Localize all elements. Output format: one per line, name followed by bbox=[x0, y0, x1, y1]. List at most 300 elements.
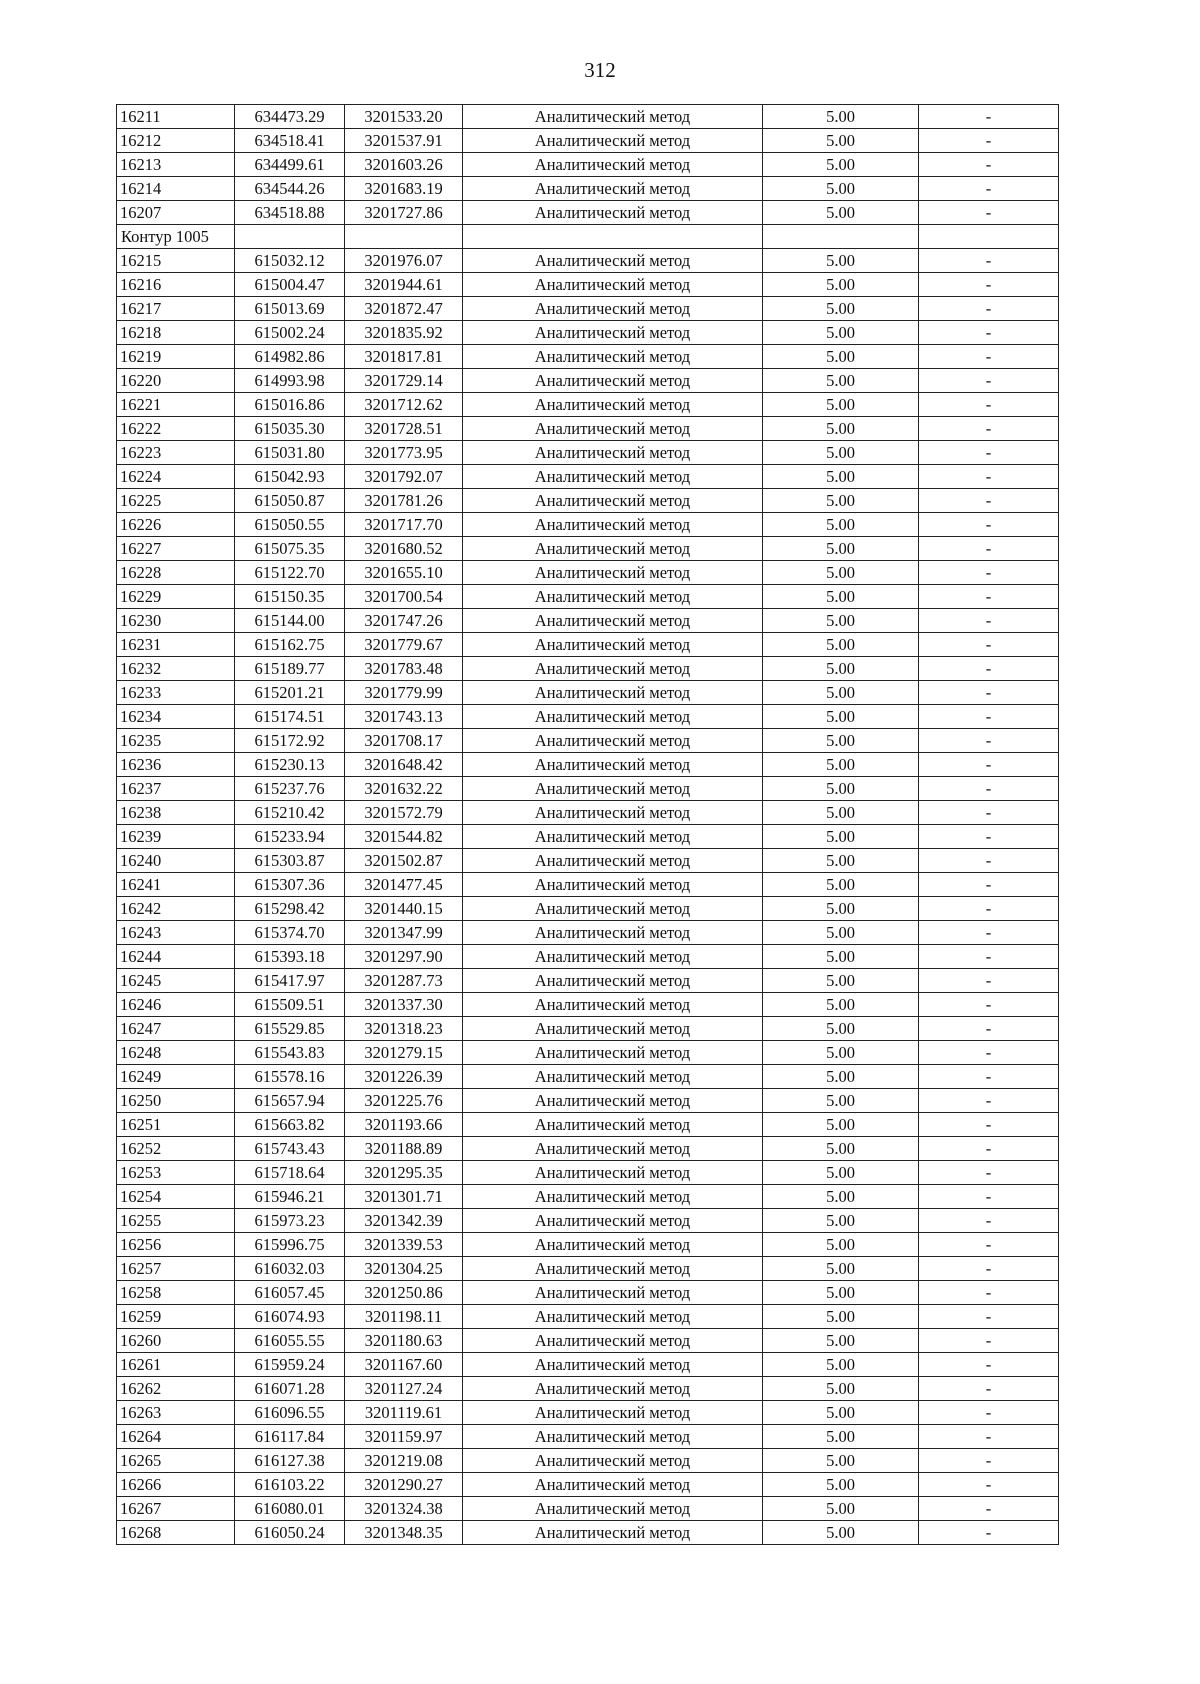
y-coordinate-cell: 3201872.47 bbox=[345, 297, 463, 321]
x-coordinate-cell: 615307.36 bbox=[235, 873, 345, 897]
point-number-cell: 16211 bbox=[117, 105, 235, 129]
accuracy-cell: 5.00 bbox=[763, 1329, 919, 1353]
table-row bbox=[117, 369, 1059, 393]
method-cell: Аналитический метод bbox=[463, 849, 763, 873]
x-coordinate-cell: 615144.00 bbox=[235, 609, 345, 633]
point-number-cell: 16242 bbox=[117, 897, 235, 921]
x-coordinate-cell: 615393.18 bbox=[235, 945, 345, 969]
table-row bbox=[117, 1041, 1059, 1065]
table-row bbox=[117, 1329, 1059, 1353]
y-coordinate-cell: 3201792.07 bbox=[345, 465, 463, 489]
accuracy-cell: 5.00 bbox=[763, 177, 919, 201]
table-row bbox=[117, 513, 1059, 537]
y-coordinate-cell: 3201727.86 bbox=[345, 201, 463, 225]
description-cell: - bbox=[919, 1257, 1059, 1281]
accuracy-cell: 5.00 bbox=[763, 1449, 919, 1473]
description-cell: - bbox=[919, 1281, 1059, 1305]
accuracy-cell: 5.00 bbox=[763, 321, 919, 345]
point-number-cell: 16260 bbox=[117, 1329, 235, 1353]
point-number-cell: 16263 bbox=[117, 1401, 235, 1425]
description-cell: - bbox=[919, 201, 1059, 225]
description-cell: - bbox=[919, 1497, 1059, 1521]
method-cell: Аналитический метод bbox=[463, 129, 763, 153]
accuracy-cell: 5.00 bbox=[763, 489, 919, 513]
x-coordinate-cell: 615417.97 bbox=[235, 969, 345, 993]
method-cell: Аналитический метод bbox=[463, 1017, 763, 1041]
point-number-cell: 16213 bbox=[117, 153, 235, 177]
y-coordinate-cell: 3201337.30 bbox=[345, 993, 463, 1017]
point-number-cell: 16216 bbox=[117, 273, 235, 297]
point-number-cell: 16262 bbox=[117, 1377, 235, 1401]
description-cell: - bbox=[919, 1065, 1059, 1089]
y-coordinate-cell: 3201347.99 bbox=[345, 921, 463, 945]
y-coordinate-cell: 3201198.11 bbox=[345, 1305, 463, 1329]
table-row bbox=[117, 417, 1059, 441]
coordinates-table bbox=[116, 104, 1059, 1545]
method-cell: Аналитический метод bbox=[463, 993, 763, 1017]
description-cell: - bbox=[919, 633, 1059, 657]
description-cell: - bbox=[919, 489, 1059, 513]
y-coordinate-cell: 3201779.99 bbox=[345, 681, 463, 705]
method-cell: Аналитический метод bbox=[463, 681, 763, 705]
y-coordinate-cell: 3201297.90 bbox=[345, 945, 463, 969]
point-number-cell: 16258 bbox=[117, 1281, 235, 1305]
y-coordinate-cell: 3201295.35 bbox=[345, 1161, 463, 1185]
x-coordinate-cell: 615233.94 bbox=[235, 825, 345, 849]
table-row bbox=[117, 1161, 1059, 1185]
point-number-cell: 16249 bbox=[117, 1065, 235, 1089]
point-number-cell: 16214 bbox=[117, 177, 235, 201]
method-cell: Аналитический метод bbox=[463, 105, 763, 129]
method-cell: Аналитический метод bbox=[463, 1185, 763, 1209]
description-cell: - bbox=[919, 1353, 1059, 1377]
table-row bbox=[117, 153, 1059, 177]
description-cell: - bbox=[919, 1113, 1059, 1137]
point-number-cell: 16235 bbox=[117, 729, 235, 753]
x-coordinate-cell: 615718.64 bbox=[235, 1161, 345, 1185]
method-cell: Аналитический метод bbox=[463, 657, 763, 681]
accuracy-cell: 5.00 bbox=[763, 1137, 919, 1161]
table-row bbox=[117, 321, 1059, 345]
point-number-cell: 16259 bbox=[117, 1305, 235, 1329]
table-row bbox=[117, 1305, 1059, 1329]
description-cell: - bbox=[919, 1401, 1059, 1425]
y-coordinate-cell: 3201119.61 bbox=[345, 1401, 463, 1425]
table-row bbox=[117, 129, 1059, 153]
accuracy-cell: 5.00 bbox=[763, 1353, 919, 1377]
accuracy-cell: 5.00 bbox=[763, 777, 919, 801]
point-number-cell: 16237 bbox=[117, 777, 235, 801]
y-coordinate-cell: 3201544.82 bbox=[345, 825, 463, 849]
y-coordinate-cell: 3201502.87 bbox=[345, 849, 463, 873]
description-cell: - bbox=[919, 705, 1059, 729]
accuracy-cell: 5.00 bbox=[763, 633, 919, 657]
description-cell: - bbox=[919, 801, 1059, 825]
accuracy-cell: 5.00 bbox=[763, 801, 919, 825]
description-cell: - bbox=[919, 1377, 1059, 1401]
table-row bbox=[117, 993, 1059, 1017]
accuracy-cell: 5.00 bbox=[763, 297, 919, 321]
accuracy-cell: 5.00 bbox=[763, 129, 919, 153]
y-coordinate-cell: 3201717.70 bbox=[345, 513, 463, 537]
x-coordinate-cell: 615210.42 bbox=[235, 801, 345, 825]
method-cell: Аналитический метод bbox=[463, 921, 763, 945]
table-row bbox=[117, 825, 1059, 849]
accuracy-cell: 5.00 bbox=[763, 1161, 919, 1185]
x-coordinate-cell: 615050.87 bbox=[235, 489, 345, 513]
method-cell: Аналитический метод bbox=[463, 1065, 763, 1089]
point-number-cell: 16250 bbox=[117, 1089, 235, 1113]
method-cell: Аналитический метод bbox=[463, 1089, 763, 1113]
table-row bbox=[117, 1089, 1059, 1113]
method-cell: Аналитический метод bbox=[463, 1401, 763, 1425]
y-coordinate-cell: 3201225.76 bbox=[345, 1089, 463, 1113]
x-coordinate-cell: 615050.55 bbox=[235, 513, 345, 537]
accuracy-cell: 5.00 bbox=[763, 1041, 919, 1065]
x-coordinate-cell: 634518.88 bbox=[235, 201, 345, 225]
y-coordinate-cell: 3201747.26 bbox=[345, 609, 463, 633]
table-row bbox=[117, 585, 1059, 609]
method-cell: Аналитический метод bbox=[463, 1161, 763, 1185]
x-coordinate-cell: 615230.13 bbox=[235, 753, 345, 777]
x-coordinate-cell: 616117.84 bbox=[235, 1425, 345, 1449]
point-number-cell: 16233 bbox=[117, 681, 235, 705]
point-number-cell: 16246 bbox=[117, 993, 235, 1017]
table-row bbox=[117, 1137, 1059, 1161]
description-cell: - bbox=[919, 969, 1059, 993]
y-coordinate-cell: 3201728.51 bbox=[345, 417, 463, 441]
y-coordinate-cell: 3201743.13 bbox=[345, 705, 463, 729]
method-cell: Аналитический метод bbox=[463, 1449, 763, 1473]
accuracy-cell: 5.00 bbox=[763, 1257, 919, 1281]
x-coordinate-cell: 615298.42 bbox=[235, 897, 345, 921]
y-coordinate-cell: 3201835.92 bbox=[345, 321, 463, 345]
accuracy-cell: 5.00 bbox=[763, 993, 919, 1017]
accuracy-cell: 5.00 bbox=[763, 105, 919, 129]
x-coordinate-cell: 634544.26 bbox=[235, 177, 345, 201]
method-cell: Аналитический метод bbox=[463, 297, 763, 321]
point-number-cell: 16248 bbox=[117, 1041, 235, 1065]
point-number-cell: 16228 bbox=[117, 561, 235, 585]
x-coordinate-cell: 615035.30 bbox=[235, 417, 345, 441]
x-coordinate-cell: 616103.22 bbox=[235, 1473, 345, 1497]
description-cell: - bbox=[919, 273, 1059, 297]
point-number-cell: 16238 bbox=[117, 801, 235, 825]
y-coordinate-cell: 3201477.45 bbox=[345, 873, 463, 897]
table-row bbox=[117, 201, 1059, 225]
table-row bbox=[117, 753, 1059, 777]
x-coordinate-cell: 615150.35 bbox=[235, 585, 345, 609]
point-number-cell: 16232 bbox=[117, 657, 235, 681]
accuracy-cell: 5.00 bbox=[763, 873, 919, 897]
method-cell: Аналитический метод bbox=[463, 393, 763, 417]
table-row bbox=[117, 873, 1059, 897]
description-cell: - bbox=[919, 1521, 1059, 1545]
accuracy-cell: 5.00 bbox=[763, 513, 919, 537]
point-number-cell: 16245 bbox=[117, 969, 235, 993]
page-number: 312 bbox=[584, 58, 616, 82]
table-row bbox=[117, 849, 1059, 873]
description-cell: - bbox=[919, 1089, 1059, 1113]
point-number-cell: 16231 bbox=[117, 633, 235, 657]
table-row bbox=[117, 945, 1059, 969]
accuracy-cell: 5.00 bbox=[763, 585, 919, 609]
point-number-cell: 16239 bbox=[117, 825, 235, 849]
x-coordinate-cell: 615509.51 bbox=[235, 993, 345, 1017]
x-coordinate-cell: 615946.21 bbox=[235, 1185, 345, 1209]
x-coordinate-cell: 615174.51 bbox=[235, 705, 345, 729]
accuracy-cell: 5.00 bbox=[763, 1521, 919, 1545]
y-coordinate-cell: 3201342.39 bbox=[345, 1209, 463, 1233]
x-coordinate-cell: 616074.93 bbox=[235, 1305, 345, 1329]
method-cell: Аналитический метод bbox=[463, 1473, 763, 1497]
point-number-cell: 16265 bbox=[117, 1449, 235, 1473]
table-row bbox=[117, 921, 1059, 945]
point-number-cell: 16243 bbox=[117, 921, 235, 945]
method-cell: Аналитический метод bbox=[463, 825, 763, 849]
y-coordinate-cell: 3201683.19 bbox=[345, 177, 463, 201]
method-cell: Аналитический метод bbox=[463, 729, 763, 753]
description-cell: - bbox=[919, 345, 1059, 369]
table-row bbox=[117, 345, 1059, 369]
x-coordinate-cell: 615578.16 bbox=[235, 1065, 345, 1089]
accuracy-cell: 5.00 bbox=[763, 705, 919, 729]
y-coordinate-cell: 3201572.79 bbox=[345, 801, 463, 825]
y-coordinate-cell: 3201167.60 bbox=[345, 1353, 463, 1377]
point-number-cell: 16220 bbox=[117, 369, 235, 393]
method-cell: Аналитический метод bbox=[463, 1113, 763, 1137]
x-coordinate-cell: 615303.87 bbox=[235, 849, 345, 873]
accuracy-cell: 5.00 bbox=[763, 1017, 919, 1041]
x-coordinate-cell: 615529.85 bbox=[235, 1017, 345, 1041]
description-cell: - bbox=[919, 1209, 1059, 1233]
table-row bbox=[117, 1017, 1059, 1041]
y-coordinate-cell: 3201301.71 bbox=[345, 1185, 463, 1209]
method-cell: Аналитический метод bbox=[463, 1425, 763, 1449]
x-coordinate-cell: 615013.69 bbox=[235, 297, 345, 321]
method-cell: Аналитический метод bbox=[463, 345, 763, 369]
description-cell: - bbox=[919, 129, 1059, 153]
table-row bbox=[117, 705, 1059, 729]
y-coordinate-cell: 3201537.91 bbox=[345, 129, 463, 153]
point-number-cell: 16266 bbox=[117, 1473, 235, 1497]
x-coordinate-cell: 615201.21 bbox=[235, 681, 345, 705]
description-cell: - bbox=[919, 657, 1059, 681]
y-coordinate-cell: 3201324.38 bbox=[345, 1497, 463, 1521]
method-cell: Аналитический метод bbox=[463, 273, 763, 297]
method-cell: Аналитический метод bbox=[463, 1137, 763, 1161]
method-cell: Аналитический метод bbox=[463, 1353, 763, 1377]
method-cell: Аналитический метод bbox=[463, 537, 763, 561]
description-cell: - bbox=[919, 1137, 1059, 1161]
description-cell: - bbox=[919, 945, 1059, 969]
accuracy-cell: 5.00 bbox=[763, 897, 919, 921]
method-cell: Аналитический метод bbox=[463, 585, 763, 609]
point-number-cell: 16207 bbox=[117, 201, 235, 225]
y-coordinate-cell: 3201712.62 bbox=[345, 393, 463, 417]
y-coordinate-cell: 3201193.66 bbox=[345, 1113, 463, 1137]
table-row bbox=[117, 1353, 1059, 1377]
description-cell: - bbox=[919, 849, 1059, 873]
point-number-cell: 16261 bbox=[117, 1353, 235, 1377]
accuracy-cell: 5.00 bbox=[763, 1497, 919, 1521]
y-coordinate-cell: 3201318.23 bbox=[345, 1017, 463, 1041]
description-cell: - bbox=[919, 321, 1059, 345]
method-cell: Аналитический метод bbox=[463, 441, 763, 465]
point-number-cell: 16255 bbox=[117, 1209, 235, 1233]
table-row bbox=[117, 1497, 1059, 1521]
accuracy-cell: 5.00 bbox=[763, 345, 919, 369]
y-coordinate-cell: 3201188.89 bbox=[345, 1137, 463, 1161]
y-coordinate-cell: 3201700.54 bbox=[345, 585, 463, 609]
method-cell: Аналитический метод bbox=[463, 801, 763, 825]
point-number-cell: 16221 bbox=[117, 393, 235, 417]
x-coordinate-cell: 616050.24 bbox=[235, 1521, 345, 1545]
x-coordinate-cell: 615172.92 bbox=[235, 729, 345, 753]
accuracy-cell: 5.00 bbox=[763, 609, 919, 633]
accuracy-cell: 5.00 bbox=[763, 681, 919, 705]
accuracy-cell: 5.00 bbox=[763, 1473, 919, 1497]
table-row bbox=[117, 465, 1059, 489]
table-row bbox=[117, 105, 1059, 129]
y-coordinate-cell: 3201781.26 bbox=[345, 489, 463, 513]
point-number-cell: 16264 bbox=[117, 1425, 235, 1449]
x-coordinate-cell: 615663.82 bbox=[235, 1113, 345, 1137]
method-cell: Аналитический метод bbox=[463, 969, 763, 993]
point-number-cell: 16256 bbox=[117, 1233, 235, 1257]
x-coordinate-cell: 616127.38 bbox=[235, 1449, 345, 1473]
accuracy-cell: 5.00 bbox=[763, 1209, 919, 1233]
point-number-cell: 16252 bbox=[117, 1137, 235, 1161]
description-cell: - bbox=[919, 1449, 1059, 1473]
point-number-cell: 16236 bbox=[117, 753, 235, 777]
point-number-cell: 16254 bbox=[117, 1185, 235, 1209]
x-coordinate-cell: 615996.75 bbox=[235, 1233, 345, 1257]
accuracy-cell: 5.00 bbox=[763, 201, 919, 225]
point-number-cell: 16226 bbox=[117, 513, 235, 537]
description-cell: - bbox=[919, 153, 1059, 177]
y-coordinate-cell: 3201632.22 bbox=[345, 777, 463, 801]
table-row bbox=[117, 177, 1059, 201]
table-row bbox=[117, 1449, 1059, 1473]
table-row bbox=[117, 1065, 1059, 1089]
description-cell: - bbox=[919, 1161, 1059, 1185]
y-coordinate-cell: 3201440.15 bbox=[345, 897, 463, 921]
method-cell: Аналитический метод bbox=[463, 1521, 763, 1545]
accuracy-cell: 5.00 bbox=[763, 1377, 919, 1401]
accuracy-cell: 5.00 bbox=[763, 273, 919, 297]
table-row bbox=[117, 1521, 1059, 1545]
table-row bbox=[117, 1257, 1059, 1281]
x-coordinate-cell: 615189.77 bbox=[235, 657, 345, 681]
x-coordinate-cell: 614993.98 bbox=[235, 369, 345, 393]
description-cell: - bbox=[919, 561, 1059, 585]
table-row bbox=[117, 1401, 1059, 1425]
empty-cell bbox=[345, 225, 463, 249]
method-cell: Аналитический метод bbox=[463, 633, 763, 657]
method-cell: Аналитический метод bbox=[463, 897, 763, 921]
method-cell: Аналитический метод bbox=[463, 945, 763, 969]
y-coordinate-cell: 3201127.24 bbox=[345, 1377, 463, 1401]
method-cell: Аналитический метод bbox=[463, 705, 763, 729]
accuracy-cell: 5.00 bbox=[763, 1425, 919, 1449]
accuracy-cell: 5.00 bbox=[763, 249, 919, 273]
x-coordinate-cell: 615075.35 bbox=[235, 537, 345, 561]
point-number-cell: 16247 bbox=[117, 1017, 235, 1041]
table-row bbox=[117, 777, 1059, 801]
x-coordinate-cell: 615004.47 bbox=[235, 273, 345, 297]
table-row bbox=[117, 537, 1059, 561]
table-row bbox=[117, 441, 1059, 465]
point-number-cell: 16234 bbox=[117, 705, 235, 729]
description-cell: - bbox=[919, 1017, 1059, 1041]
y-coordinate-cell: 3201708.17 bbox=[345, 729, 463, 753]
x-coordinate-cell: 634473.29 bbox=[235, 105, 345, 129]
description-cell: - bbox=[919, 1041, 1059, 1065]
y-coordinate-cell: 3201783.48 bbox=[345, 657, 463, 681]
accuracy-cell: 5.00 bbox=[763, 969, 919, 993]
accuracy-cell: 5.00 bbox=[763, 849, 919, 873]
point-number-cell: 16229 bbox=[117, 585, 235, 609]
coordinates-table-body bbox=[117, 105, 1059, 1545]
point-number-cell: 16222 bbox=[117, 417, 235, 441]
description-cell: - bbox=[919, 681, 1059, 705]
accuracy-cell: 5.00 bbox=[763, 1065, 919, 1089]
table-row bbox=[117, 609, 1059, 633]
accuracy-cell: 5.00 bbox=[763, 417, 919, 441]
method-cell: Аналитический метод bbox=[463, 1377, 763, 1401]
accuracy-cell: 5.00 bbox=[763, 945, 919, 969]
y-coordinate-cell: 3201287.73 bbox=[345, 969, 463, 993]
table-row bbox=[117, 297, 1059, 321]
method-cell: Аналитический метод bbox=[463, 609, 763, 633]
x-coordinate-cell: 614982.86 bbox=[235, 345, 345, 369]
y-coordinate-cell: 3201279.15 bbox=[345, 1041, 463, 1065]
description-cell: - bbox=[919, 993, 1059, 1017]
y-coordinate-cell: 3201533.20 bbox=[345, 105, 463, 129]
point-number-cell: 16241 bbox=[117, 873, 235, 897]
method-cell: Аналитический метод bbox=[463, 201, 763, 225]
x-coordinate-cell: 615032.12 bbox=[235, 249, 345, 273]
table-row bbox=[117, 1233, 1059, 1257]
point-number-cell: 16244 bbox=[117, 945, 235, 969]
table-row bbox=[117, 1425, 1059, 1449]
point-number-cell: 16217 bbox=[117, 297, 235, 321]
x-coordinate-cell: 634518.41 bbox=[235, 129, 345, 153]
method-cell: Аналитический метод bbox=[463, 873, 763, 897]
description-cell: - bbox=[919, 1473, 1059, 1497]
description-cell: - bbox=[919, 297, 1059, 321]
description-cell: - bbox=[919, 393, 1059, 417]
empty-cell bbox=[463, 225, 763, 249]
y-coordinate-cell: 3201779.67 bbox=[345, 633, 463, 657]
point-number-cell: 16219 bbox=[117, 345, 235, 369]
description-cell: - bbox=[919, 1233, 1059, 1257]
description-cell: - bbox=[919, 825, 1059, 849]
description-cell: - bbox=[919, 465, 1059, 489]
point-number-cell: 16218 bbox=[117, 321, 235, 345]
table-row bbox=[117, 1209, 1059, 1233]
table-row bbox=[117, 1473, 1059, 1497]
description-cell: - bbox=[919, 777, 1059, 801]
x-coordinate-cell: 616057.45 bbox=[235, 1281, 345, 1305]
x-coordinate-cell: 615237.76 bbox=[235, 777, 345, 801]
point-number-cell: 16215 bbox=[117, 249, 235, 273]
y-coordinate-cell: 3201226.39 bbox=[345, 1065, 463, 1089]
x-coordinate-cell: 616071.28 bbox=[235, 1377, 345, 1401]
method-cell: Аналитический метод bbox=[463, 417, 763, 441]
point-number-cell: 16267 bbox=[117, 1497, 235, 1521]
